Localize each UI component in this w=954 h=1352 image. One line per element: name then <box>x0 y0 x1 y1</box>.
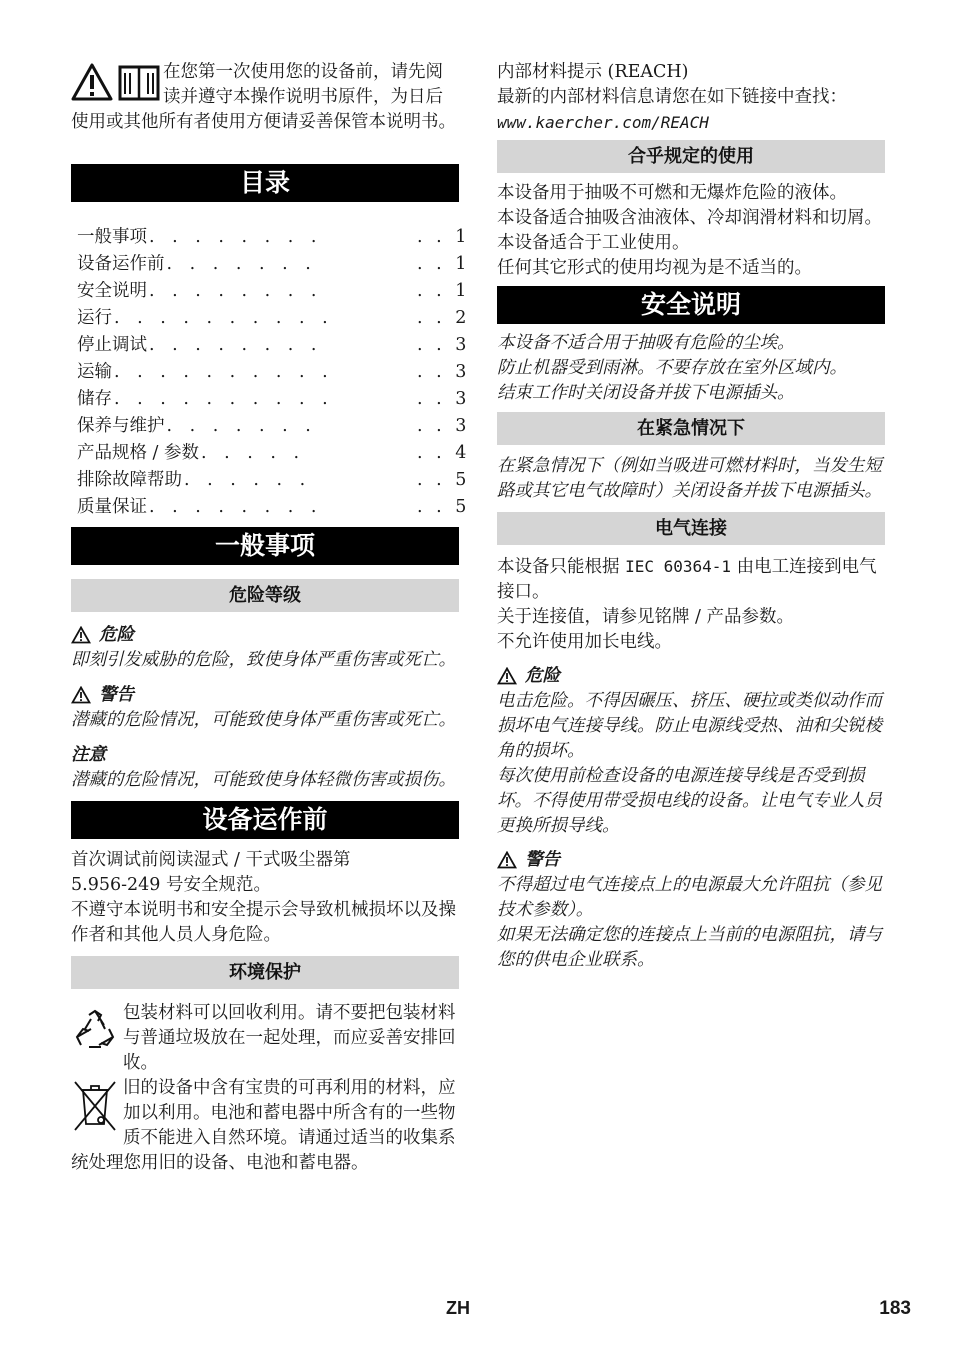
caution-text: 潜藏的危险情况，可能致使身体轻微伤害或损伤。 <box>71 770 456 790</box>
danger-label: 危险 <box>99 624 134 645</box>
toc-item-dots: . . . . . . . . <box>149 227 323 247</box>
weee-notice <box>71 1076 459 1176</box>
electrical-line-1: 本设备只能根据 IEC 60364-1 由电工连接到电气接口。 <box>497 557 877 602</box>
reach-title: 内部材料提示 (REACH) <box>497 62 689 82</box>
table-of-contents <box>71 224 471 521</box>
open-book-icon <box>117 62 161 102</box>
toc-item-page: . . 4 <box>417 443 471 463</box>
toc-title: 目录 <box>71 164 459 202</box>
safety-section <box>497 331 885 406</box>
toc-item-dots: . . . . . . . . <box>149 335 323 355</box>
electrical-section <box>497 554 885 655</box>
toc-item-page: . . 3 <box>417 362 471 382</box>
toc-item[interactable] <box>77 386 471 413</box>
toc-item-page: . . 2 <box>417 308 471 328</box>
electrical-warning-label: 警告 <box>525 849 560 870</box>
toc-item-dots: . . . . . . . . . . <box>114 308 334 328</box>
toc-item-dots: . . . . . . <box>184 470 312 490</box>
environment-title: 环境保护 <box>71 956 459 989</box>
electrical-warning-text-1: 不得超过电气连接点上的电源最大允许阻抗（参见技术参数）。 <box>497 875 882 920</box>
intro-text: 在您第一次使用您的设备前，请先阅读并遵守本操作说明书原件，为日后使用或其他所有者使用方便请妥善保管本说明书。 <box>71 62 456 132</box>
before-use-text-1: 首次调试前阅读湿式 / 干式吸尘器第 <box>71 850 351 870</box>
toc-item[interactable] <box>77 359 471 386</box>
toc-item-dots: . . . . . . . . . . <box>114 389 334 409</box>
reach-section <box>497 60 885 135</box>
danger-level-warning <box>71 682 459 733</box>
toc-item-label: 储存 <box>77 389 112 409</box>
toc-item-dots: . . . . . . . . <box>149 281 323 301</box>
emergency-text: 在紧急情况下（例如当吸进可燃材料时，当发生短路或其它电气故障时）关闭设备并拔下电源插头。 <box>497 456 882 501</box>
toc-item-dots: . . . . . <box>201 443 306 463</box>
toc-item-label: 保养与维护 <box>77 416 165 436</box>
reach-text: 最新的内部材料信息请您在如下链接中查找： <box>497 87 847 107</box>
danger-levels-title: 危险等级 <box>71 579 459 612</box>
general-title: 一般事项 <box>71 527 459 565</box>
warning-triangle-icon <box>497 667 517 685</box>
intro-notice <box>71 60 459 164</box>
safety-line: 本设备不适合用于抽吸有危险的尘埃。 <box>497 333 795 353</box>
toc-item-label: 产品规格 / 参数 <box>77 443 200 463</box>
toc-item-label: 运行 <box>77 308 112 328</box>
intended-use-line: 本设备用于抽吸不可燃和无爆炸危险的液体。 <box>497 183 847 203</box>
left-column <box>71 60 471 1176</box>
electrical-danger-text-2: 每次使用前检查设备的电源连接导线是否受到损坏。不得使用带受损电线的设备。让电气专业人员更换所损导线。 <box>497 766 882 836</box>
toc-item-label: 一般事项 <box>77 227 147 247</box>
safety-title: 安全说明 <box>497 286 885 324</box>
toc-item-dots: . . . . . . . <box>166 254 317 274</box>
toc-item-label: 停止调试 <box>77 335 147 355</box>
electrical-title: 电气连接 <box>497 512 885 545</box>
safety-line: 结束工作时关闭设备并拔下电源插头。 <box>497 383 795 403</box>
toc-item-page: . . 5 <box>417 470 471 490</box>
electrical-warning-text-2: 如果无法确定您的连接点上当前的电源阻抗，请与您的供电企业联系。 <box>497 925 882 970</box>
right-column <box>497 60 885 973</box>
intended-use-line: 任何其它形式的使用均视为是不适当的。 <box>497 258 812 278</box>
recycle-text: 包装材料可以回收利用。请不要把包装材料与普通垃圾放在一起处理，而应妥善安排回收。 <box>123 1003 456 1073</box>
weee-text: 旧的设备中含有宝贵的可再利用的材料，应加以利用。电池和蓄电器中所含有的一些物质不能进入自然环境。请通过适当的收集系统处理您用旧的设备、电池和蓄电器。 <box>71 1078 456 1173</box>
toc-item[interactable] <box>77 305 471 332</box>
electrical-line-2: 关于连接值，请参见铭牌 / 产品参数。 <box>497 607 795 627</box>
electrical-danger-text-1: 电击危险。不得因碾压、挤压、硬拉或类似动作而损坏电气连接导线。防止电源线受热、油和尖锐棱角的损坏。 <box>497 691 882 761</box>
before-use-text-3: 不遵守本说明书和安全提示会导致机械损坏以及操作者和其他人员人身危险。 <box>71 900 456 945</box>
toc-item-label: 运输 <box>77 362 112 382</box>
before-use-title: 设备运作前 <box>71 801 459 839</box>
electrical-danger <box>497 663 885 839</box>
footer-language: ZH <box>446 1298 470 1318</box>
toc-item[interactable] <box>77 278 471 305</box>
toc-item-page: . . 3 <box>417 416 471 436</box>
toc-item[interactable] <box>77 413 471 440</box>
toc-item[interactable] <box>77 224 471 251</box>
toc-item-dots: . . . . . . . . . . <box>114 362 334 382</box>
caution-label: 注意 <box>71 744 106 765</box>
danger-level-caution <box>71 742 459 793</box>
electrical-danger-heading <box>497 663 885 689</box>
toc-item-page: . . 1 <box>417 254 471 274</box>
reach-link[interactable]: www.kaercher.com/REACH <box>497 113 709 132</box>
emergency-title: 在紧急情况下 <box>497 412 885 445</box>
toc-item-label: 设备运作前 <box>77 254 165 274</box>
intro-icons <box>71 62 163 106</box>
recycle-icon <box>71 1003 119 1059</box>
warning-text: 潜藏的危险情况，可能致使身体严重伤害或死亡。 <box>71 710 456 730</box>
safety-line: 防止机器受到雨淋。不要存放在室外区域内。 <box>497 358 847 378</box>
warning-label: 警告 <box>99 684 134 705</box>
before-use-text-2: 5.956-249 号安全规范。 <box>71 875 271 895</box>
toc-item-dots: . . . . . . . <box>166 416 317 436</box>
electrical-line-3: 不允许使用加长电线。 <box>497 632 672 652</box>
toc-item-page: . . 5 <box>417 497 471 517</box>
danger-level-danger <box>71 622 459 673</box>
crossed-bin-icon <box>71 1078 119 1134</box>
warning-triangle-icon <box>71 626 91 644</box>
toc-item-label: 排除故障帮助 <box>77 470 182 490</box>
toc-item[interactable] <box>77 440 471 467</box>
toc-item-page: . . 3 <box>417 335 471 355</box>
intended-use-line: 本设备适合于工业使用。 <box>497 233 690 253</box>
warning-heading <box>71 682 459 708</box>
before-use-section <box>71 848 459 948</box>
toc-item[interactable] <box>77 251 471 278</box>
toc-item-page: . . 1 <box>417 281 471 301</box>
toc-item[interactable] <box>77 467 471 494</box>
caution-heading <box>71 742 459 768</box>
electrical-warning <box>497 847 885 973</box>
recycle-notice <box>71 1001 459 1076</box>
warning-triangle-icon <box>71 62 113 102</box>
toc-item-label: 安全说明 <box>77 281 147 301</box>
toc-item-label: 质量保证 <box>77 497 147 517</box>
electrical-danger-label: 危险 <box>525 665 560 686</box>
toc-item[interactable] <box>77 494 471 521</box>
warning-triangle-icon <box>71 686 91 704</box>
intended-use-title: 合乎规定的使用 <box>497 140 885 173</box>
danger-text: 即刻引发威胁的危险，致使身体严重伤害或死亡。 <box>71 650 456 670</box>
electrical-warning-heading <box>497 847 885 873</box>
page-number: 183 <box>879 1298 911 1319</box>
toc-item-page: . . 3 <box>417 389 471 409</box>
toc-item-dots: . . . . . . . . <box>149 497 323 517</box>
toc-item-page: . . 1 <box>417 227 471 247</box>
warning-triangle-icon <box>497 851 517 869</box>
toc-item[interactable] <box>77 332 471 359</box>
intended-use-section <box>497 181 885 281</box>
intended-use-line: 本设备适合抽吸含油液体、冷却润滑材料和切屑。 <box>497 208 882 228</box>
danger-heading <box>71 622 459 648</box>
